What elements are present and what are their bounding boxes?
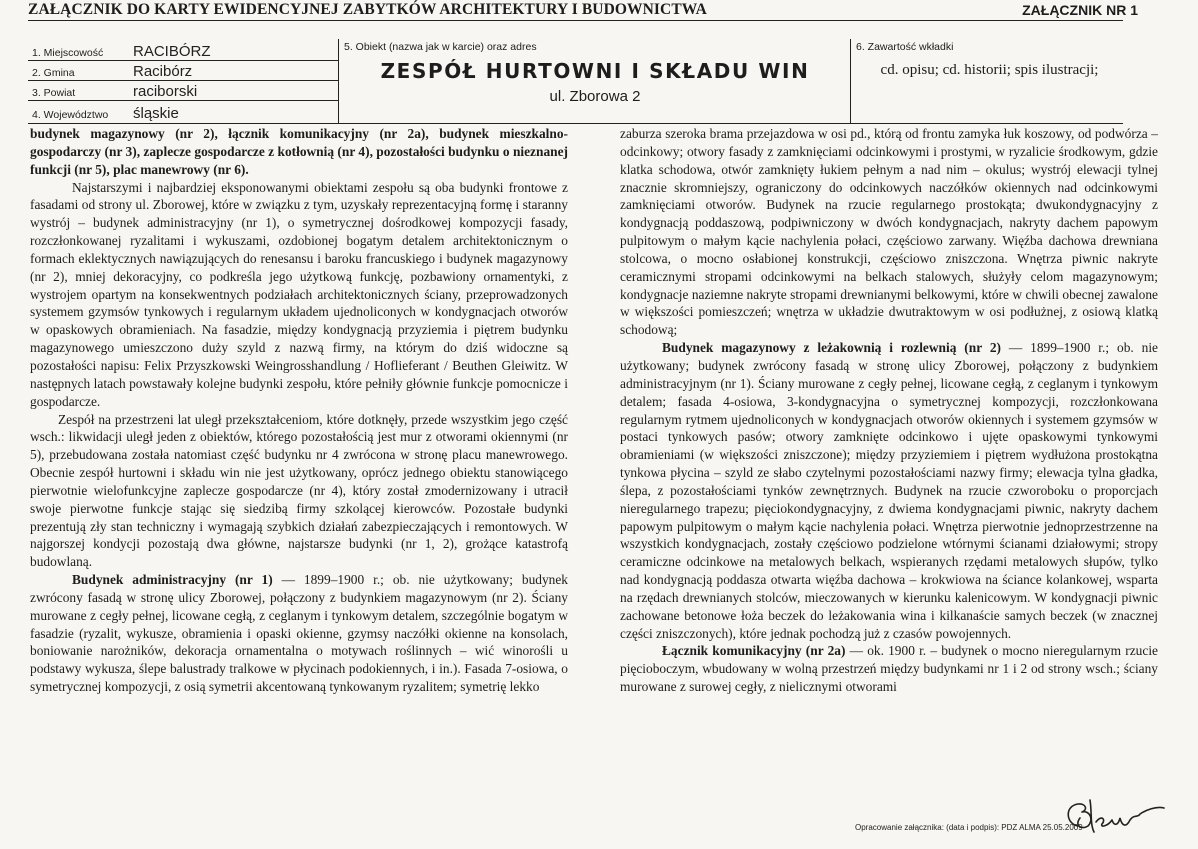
bold-text: Budynek administracyjny (nr 1) — [72, 572, 273, 588]
paragraph: Najstarszymi i najbardziej eksponowanymi obiektami zespołu są oba budynki frontowe z fasadami od strony ul. Zborowej, które w związku z tym, uzyskały reprezentacyjną formę i staranny wystrój – budynek administracyjny (nr 1), o symetrycznej dośrodkowej kompozycji fasady, rozczłonkowanej ryzalitami i wykuszami, ozdobionej bogatym detalem architektonicznym o formach eklektycznych nawiązujących do renesansu i baroku francuskiego i budynek magazynowy (nr 2), mniej dekoracyjny, co podkreśla jego użytkową funkcję, pozbawiony ornamentyki, z wystrojem opartym na konsekwentnych podziałach architektonicznych ściany, przeprowadzonych systemem gzymsów tynkowych i regularnym układem ujednoliconych w kondygnacjach otworów w opaskowych obramieniach. Na fasadzie, między kondygnacją przyziemia i piętrem budynku magazynowego umieszczono duży szyld z nazwą firmy, na którym do dziś widoczne są pozostałości napisu: Felix Przyszkowski Weingrosshandlung / Hoflieferant / Beuthen Gleiwitz. W następnych latach powstawały kolejne budynki zespołu, które pełniły głównie funkcje pomocnicze i gospodarcze. — [30, 179, 568, 409]
field-label: 2. Gmina — [32, 67, 75, 79]
signature-icon — [1060, 796, 1170, 840]
paragraph — [620, 642, 1158, 696]
header-rule — [28, 20, 1123, 21]
contents-value: cd. opisu; cd. historii; spis ilustracji; — [880, 62, 1099, 78]
contents-label: 6. Zawartość wkładki — [856, 41, 954, 53]
document-title: ZAŁĄCZNIK DO KARTY EWIDENCYJNEJ ZABYTKÓW ARCHITEKTURY I BUDOWNICTWA — [28, 1, 707, 18]
field-value: raciborski — [133, 83, 198, 100]
field-county — [28, 80, 338, 101]
header-form — [28, 40, 1123, 123]
bold-text: Łącznik komunikacyjny (nr 2a) — [662, 643, 846, 659]
object-label: 5. Obiekt (nazwa jak w karcie) oraz adres — [344, 41, 537, 53]
field-value: Racibórz — [133, 63, 193, 80]
paragraph-text: — 1899–1900 r.; ob. nie użytkowany; budynek zwrócony fasadą w stronę ulicy Zborowej, połączony z budynkiem magazynowym (nr 2). Ściany murowane z cegły pełnej, licowane cegłą, z ceglanym i tynkowym detalem, szczególnie bogatym w fasadzie (ryzalit, wykusze, obramienia i opaski okienne, gzymsy naczółki okienne na konsolach, boniowanie narożników, dekoracja ornamentalna o motywach roślinnych – wić winorośli u podstawy wykusza, ślepe balustrady tralkowe w płycinach podokiennych, i in.). Fasada 7-osiowa, o symetrycznej kompozycji, z osią symetrii akcentowaną tynkowanym ryzalitem; symetrię lekko — [30, 572, 568, 695]
paragraph — [620, 339, 1158, 642]
form-bottom-rule — [28, 123, 1123, 124]
paragraph: zaburza szeroka brama przejazdowa w osi pd., którą od frontu zamyka łuk koszowy, od podwórza – odcinkowy; otwory fasady z zamknięciami odcinkowymi i prostymi, w ryzalicie środkowym, gdzie klatka schodowa, otwór zamknięty łukiem pełnym a nad nim – okulus; wystrój elewacji tylnej znacznie skromniejszy, ograniczony do odcinkowych naczółków okiennych nad odcinkowymi zamknięciami otworów. Budynek na rzucie regularnego prostokąta; dwukondygnacyjny z kondygnacją poddaszową, podpiwniczony w dwóch kondygnacjach, nakryty dachem papowym pulpitowym o małym kącie nachylenia połaci, częściowo zarwany. Więźba dachowa drewniana stolcowa, o mocno osłabionej konstrukcji, częściowo zniszczona. Wnętrza piwnic nakryte ceramicznymi stropami odcinkowymi na belkach stalowych, służyły celom magazynowym; kondygnacje naziemne nakryte stropami drewnianymi belkowymi, które w chwili obecnej zawalone w większości pomieszczeń; wnętrza w układzie dwutraktowym w osi podłużnej, z osiową klatką schodową; — [620, 126, 1158, 338]
paragraph-text: — 1899–1900 r.; ob. nie użytkowany; budynek zwrócony fasadą w stronę ulicy Zborowej, połączony z budynkiem administracyjnym (nr 1). Ściany murowane z cegły pełnej, licowane cegłą, z ceglanym i tynkowym detalem; fasada 4-osiowa, 3-kondygnacyjna o symetrycznej kompozycji, rozczłonkowana regularnym rytmem ujednoliconych w kondygnacjach otworów okiennych i systemem gzymsów w postaci tynkowych pasów; otwory zamknięte odcinkowo i ujęte opaskowymi tynkowymi obramieniami (w większości zniszczone); między przyziemiem i piętrem wydłużona prostokątna tynkowa płycina – szyld ze słabo czytelnymi pozostałościami nazwy firmy; elewacja tylna gładka, ślepa, z pozostałościami tynków zewnętrznych. Budynek na rzucie czworoboku o proporcjach nieregularnego trapezu; pięciokondygnacyjny, z dwiema kondygnacjami piwnic, nakryty dachem papowym pulpitowym o małym kącie nachylenia połaci. Wnętrza pierwotnie jednoprzestrzenne na wszystkich kondygnacjach, zostały częściowo podzielone wtórnymi ścianami działowymi; stropy ceramiczne odcinkowe na metalowych belkach, wspieranych rzędami metalowych słupów, tylko nad kondygnacją poddasza otwarta więźba dachowa – krokwiowa na ściance kolankowej, wsparta na rzędach drewnianych stolców, mieczowanych w kierunku kalenicowym. W kondygnacji piwnic zachowane betonowe łoża beczek do leżakowania wina i kilkanaście samych beczek (w znacznej części zniszczonych), które jednak pochodzą już z czasów powojennych. — [620, 340, 1158, 641]
object-name: ZESPÓŁ HURTOWNI I SKŁADU WIN — [380, 59, 810, 83]
footer-note: Opracowanie załącznika: (data i podpis): PDZ ALMA 25.05.2009 — [855, 823, 1083, 832]
object-address: ul. Zborowa 2 — [549, 88, 641, 105]
paragraph — [30, 125, 568, 179]
bold-text: Budynek magazynowy z leżakownią i rozlewnią (nr 2) — [662, 340, 1001, 356]
location-fields — [28, 40, 338, 123]
attachment-number: ZAŁĄCZNIK NR 1 — [1022, 2, 1138, 18]
field-locality — [28, 40, 338, 61]
column-divider — [338, 39, 339, 123]
paragraph: Zespół na przestrzeni lat uległ przekształceniom, które dotknęły, przede wszystkim jego część wsch.: likwidacji uległ jeden z obiektów, którego pozostałością jest mur z otworami okiennymi (nr 5), przebudowana została natomiast część budynku nr 4 zwrócona w stronę placu manewrowego. Obecnie zespół hurtowni i składu win nie jest użytkowany, oprócz jednego obiektu stanowiącego pierwotnie wielofunkcyjne zaplecze gospodarcze (nr 4), który został zmodernizowany i utracił swoje pierwotne funkcje stając się siedzibą firmy szkolącej kierowców. Pozostałe budynki prezentują zły stan techniczny i wymagają szybkich działań zabezpieczających i remontowych. W najgorszej kondycji pozostają dwa główne, najstarsze budynki (nr 1, 2), grożące katastrofą budowlaną. — [30, 411, 568, 570]
column-divider — [850, 39, 851, 123]
field-voivodeship — [28, 100, 338, 122]
paragraph-text: — ok. 1900 r. – budynek o mocno nieregularnym rzucie pięcioboczym, wbudowany w wolną przestrzeń między budynkami nr 1 i 2 od strony wsch.; ściany murowane z surowej cegły, z nielicznymi otworami — [620, 643, 1158, 695]
field-commune — [28, 60, 338, 81]
field-label: 1. Miejscowość — [32, 47, 104, 59]
text-column-right — [620, 125, 1158, 696]
text-column-left — [30, 125, 568, 696]
field-label: 4. Województwo — [32, 109, 109, 121]
field-value: śląskie — [133, 105, 179, 122]
field-label: 3. Powiat — [32, 87, 76, 99]
field-value: RACIBÓRZ — [133, 43, 211, 60]
bold-text: budynek magazynowy (nr 2), łącznik komunikacyjny (nr 2a), budynek mieszkalno-gospodarczy (nr 3), zaplecze gospodarcze z kotłownią (nr 4), pozostałości budynku o nieznanej funkcji (nr 5), plac manewrowy (nr 6). — [30, 126, 568, 177]
paragraph — [30, 571, 568, 696]
